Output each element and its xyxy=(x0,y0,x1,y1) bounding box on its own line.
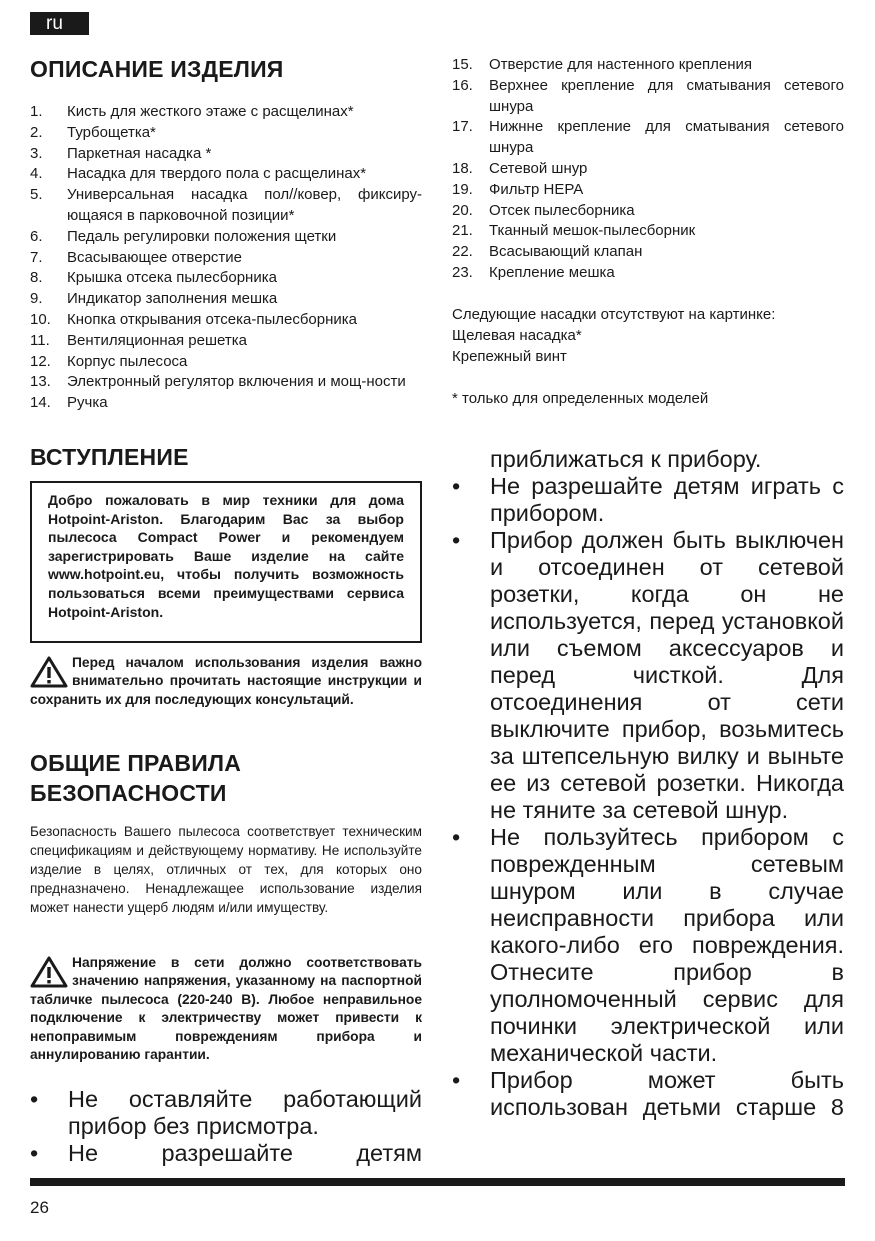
list-item xyxy=(452,117,844,159)
item-text: Всасывающий клапан xyxy=(489,243,643,261)
bullet-mark: • xyxy=(452,473,461,499)
item-number: 6. xyxy=(30,227,43,245)
item-text: Крышка отсека пылесборника xyxy=(67,269,277,287)
warning-read-text: Перед началом использования изделия важно внимательно прочитать настоящие инструкции и сохранить их для последующих консультаций. xyxy=(30,655,422,707)
welcome-box: Добро пожаловать в мир техники для дома Hotpoint-Ariston. Благодарим Вас за выбор пылесоса Compact Power и рекомендуем зарегистрировать Ваше изделие на сайте www.hotpoint.eu, чтобы получить возможность пользоваться всеми преимуществами сервиса Hotpoint-Ariston. xyxy=(30,481,422,643)
bullet-text: Не оставляйте работающий прибор без присмотра. xyxy=(68,1086,422,1139)
item-text: Отсек пылесборника xyxy=(489,201,635,219)
item-number: 23. xyxy=(452,263,473,281)
warning-voltage xyxy=(30,954,422,1064)
safety-title-line1: ОБЩИЕ ПРАВИЛА xyxy=(30,750,242,776)
bullet-mark: • xyxy=(452,1067,461,1093)
parts-list-left xyxy=(30,102,422,414)
item-text: Всасывающее отверстие xyxy=(67,248,243,266)
warning-triangle-icon xyxy=(30,956,68,988)
warning-read-instructions xyxy=(30,654,422,709)
item-number: 3. xyxy=(30,144,43,162)
missing-intro: Следующие насадки отсутствуют на картинке: xyxy=(452,306,776,323)
missing-item-nozzle: Щелевая насадка* xyxy=(452,327,582,344)
footer-rule xyxy=(30,1178,845,1186)
missing-item-screw: Крепежный винт xyxy=(452,348,567,365)
item-number: 17. xyxy=(452,118,473,136)
list-item xyxy=(30,331,422,352)
list-item xyxy=(452,159,844,180)
item-number: 11. xyxy=(30,331,50,349)
item-number: 22. xyxy=(452,243,473,261)
item-text: Фильтр HEPA xyxy=(489,180,584,198)
warning-voltage-text: Напряжение в сети должно соответствовать значению напряжения, указанному на паспортной табличке пылесоса (220-240 В). Любое неправильное подключение к электричеству может привести к непоправимым повреждениям прибора и аннулированию гарантии. xyxy=(30,955,422,1063)
item-text: Педаль регулировки положения щетки xyxy=(67,227,337,245)
list-item xyxy=(452,180,844,201)
item-text: Нижнне крепление для сматывания сетевого шнура xyxy=(489,118,844,157)
list-item xyxy=(30,268,422,289)
item-number: 21. xyxy=(452,222,473,240)
item-number: 2. xyxy=(30,123,43,141)
list-item xyxy=(30,310,422,331)
list-item xyxy=(30,289,422,310)
bullet-item xyxy=(30,1140,422,1167)
item-text: Индикатор заполнения мешка xyxy=(67,290,278,308)
list-item xyxy=(30,372,422,393)
bullet-item xyxy=(452,824,844,1067)
bullet-item xyxy=(452,527,844,824)
bullet-text: Не разрешайте детям играть с прибором. xyxy=(490,473,844,526)
bullet-mark: • xyxy=(30,1140,39,1166)
product-description-title: ОПИСАНИЕ ИЗДЕЛИЯ xyxy=(30,56,284,82)
item-text: Паркетная насадка * xyxy=(67,144,212,162)
list-item xyxy=(30,102,422,123)
item-number: 14. xyxy=(30,394,51,412)
item-number: 16. xyxy=(452,76,473,94)
item-text: Насадка для твердого пола с расщелинах* xyxy=(67,165,367,183)
item-number: 1. xyxy=(30,103,43,120)
item-text: Универсальная насадка пол//ковер, фиксиру-ющаяся в парковочной позиции* xyxy=(67,186,422,224)
bullet-item xyxy=(30,1086,422,1140)
bullet-text: Не разрешайте детям xyxy=(68,1140,422,1166)
list-item xyxy=(30,248,422,269)
list-item xyxy=(30,227,422,248)
item-text: Электронный регулятор включения и мощ-ности xyxy=(67,373,406,391)
safety-bullets-right xyxy=(452,473,844,1121)
list-item xyxy=(30,393,422,414)
item-number: 9. xyxy=(30,290,43,308)
item-text: Крепление мешка xyxy=(489,263,615,281)
list-item xyxy=(30,185,422,227)
list-item xyxy=(452,76,844,118)
list-item xyxy=(30,164,422,185)
list-item xyxy=(452,242,844,263)
list-item xyxy=(452,55,844,76)
item-number: 5. xyxy=(30,186,43,204)
warning-triangle-icon xyxy=(30,656,68,688)
item-text: Тканный мешок-пылесборник xyxy=(489,222,696,240)
list-item xyxy=(452,263,844,284)
item-text: Кисть для жесткого этаже с расщелинах* xyxy=(67,103,354,120)
bullet-mark: • xyxy=(30,1086,39,1112)
item-number: 18. xyxy=(452,159,473,177)
item-text: Вентиляционная решетка xyxy=(67,331,247,349)
item-text: Кнопка открывания отсека-пылесборника xyxy=(67,310,358,328)
page-number: 26 xyxy=(30,1198,49,1217)
list-item xyxy=(30,144,422,165)
bullet-item xyxy=(452,1067,844,1121)
item-number: 19. xyxy=(452,180,473,198)
bullet-mark: • xyxy=(452,824,461,850)
item-number: 4. xyxy=(30,165,43,183)
item-number: 8. xyxy=(30,269,43,287)
item-number: 13. xyxy=(30,373,51,391)
safety-title-line2: БЕЗОПАСНОСТИ xyxy=(30,780,227,806)
bullet-text: Не пользуйтесь прибором с поврежденным сетевым шнуром или в случае неисправности прибора или какого-либо его повреждения. Отнесите прибор в уполномоченный сервис для починки электрической или механической части. xyxy=(490,824,844,1066)
item-number: 7. xyxy=(30,248,43,266)
bullet-continuation: приближаться к прибору. xyxy=(490,446,762,472)
language-badge: ru xyxy=(30,12,89,35)
list-item xyxy=(30,123,422,144)
footnote: * только для определенных моделей xyxy=(452,390,709,407)
bullet-mark: • xyxy=(452,527,461,553)
item-text: Верхнее крепление для сматывания сетевого шнура xyxy=(489,76,844,115)
parts-list-right xyxy=(452,55,844,284)
item-number: 10. xyxy=(30,310,51,328)
item-text: Сетевой шнур xyxy=(489,159,588,177)
item-number: 20. xyxy=(452,201,473,219)
list-item xyxy=(452,221,844,242)
item-text: Отверстие для настенного крепления xyxy=(489,56,753,73)
bullet-text: Прибор должен быть выключен и отсоединен от сетевой розетки, когда он не используется, перед установкой или съемом аксессуаров и перед чисткой. Для отсоединения от сети выключите прибор, возьмитесь за штепсельную вилку и выньте ее из сетевой розетки. Никогда не тяните за сетевой шнур. xyxy=(490,527,844,823)
list-item xyxy=(452,201,844,222)
item-number: 12. xyxy=(30,352,51,370)
item-text: Корпус пылесоса xyxy=(67,352,188,370)
intro-title: ВСТУПЛЕНИЕ xyxy=(30,444,189,470)
item-number: 15. xyxy=(452,56,473,73)
bullet-text: Прибор может быть использован детьми старше 8 xyxy=(490,1067,844,1120)
safety-text: Безопасность Вашего пылесоса соответствует техническим спецификациям и действующему нормативу. Не используйте изделие в целях, отличных от тех, для которых оно предназначено. Ненадлежащее использование изделия может нанести ущерб людям и/или имуществу. xyxy=(30,824,422,915)
safety-bullets-left xyxy=(30,1086,422,1167)
item-text: Турбощетка* xyxy=(67,123,156,141)
bullet-item xyxy=(452,473,844,527)
list-item xyxy=(30,352,422,373)
item-text: Ручка xyxy=(67,394,108,412)
